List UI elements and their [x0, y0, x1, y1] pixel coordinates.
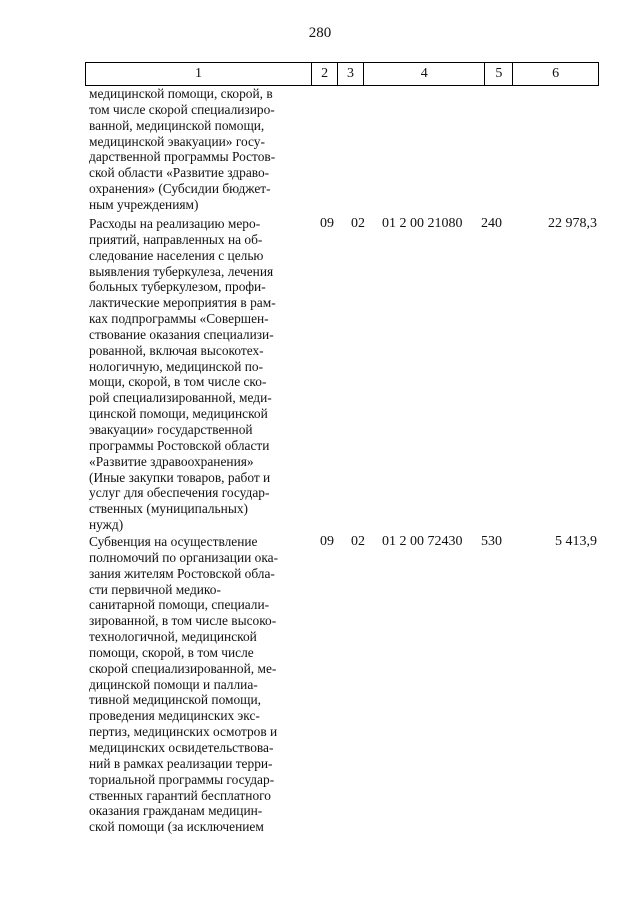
text-line: ствование оказания специализи- [89, 326, 274, 342]
text-line: ской помощи (за исключением [89, 819, 264, 835]
header-col-5: 5 [485, 63, 513, 85]
text-line: помощи, скорой, в том числе [89, 644, 254, 660]
row-col-4: 01 2 00 72430 [382, 534, 463, 549]
text-line: ванной, медицинской помощи, [89, 117, 265, 133]
row-description [89, 534, 307, 835]
text-line: зания жителям Ростовской обла- [89, 565, 275, 581]
row-col-6: 22 978,3 [548, 216, 597, 231]
row-col-2: 09 [320, 534, 334, 549]
text-line: ний в рамках реализации терри- [89, 755, 273, 771]
text-line: ным учреждениям) [89, 196, 199, 212]
text-line: медицинских освидетельствова- [89, 739, 274, 755]
text-line: том числе скорой специализиро- [89, 101, 275, 117]
text-line: Субвенция на осуществление [89, 534, 258, 549]
text-line: охранения» (Субсидии бюджет- [89, 181, 271, 197]
header-col-2: 2 [312, 63, 338, 85]
text-line: услуг для обеспечения государ- [89, 485, 270, 501]
text-line: ках подпрограммы «Совершен- [89, 311, 269, 327]
text-line: ственных гарантий бесплатного [89, 787, 271, 803]
text-line: пертиз, медицинских осмотров и [89, 724, 278, 740]
text-line: больных туберкулезом, профи- [89, 279, 266, 295]
text-line: дарственной программы Ростов- [89, 149, 276, 165]
text-line: приятий, направленных на об- [89, 231, 263, 247]
header-col-6: 6 [552, 66, 560, 81]
text-line: рой специализированной, меди- [89, 390, 272, 406]
text-line: ской области «Развитие здраво- [89, 165, 270, 181]
text-line: лактические мероприятия в рам- [89, 295, 276, 311]
text-line: мощи, скорой, в том числе ско- [89, 374, 267, 390]
text-line: дицинской помощи и паллиа- [89, 676, 258, 692]
row-col-3: 02 [351, 534, 365, 549]
row-col-5: 240 [481, 216, 502, 231]
text-line: цинской помощи, медицинской [89, 406, 268, 422]
row-col-4: 01 2 00 21080 [382, 216, 463, 231]
text-line: программы Ростовской области [89, 437, 270, 453]
row-col-5: 530 [481, 534, 502, 549]
text-line: медицинской эвакуации» госу- [89, 133, 265, 149]
page-number: 280 [308, 25, 332, 41]
text-line: Расходы на реализацию меро- [89, 216, 261, 231]
text-line: проведения медицинских экс- [89, 708, 260, 724]
text-line: рованной, включая высокотех- [89, 342, 264, 358]
text-line: «Развитие здравоохранения» [89, 453, 254, 469]
text-line: полномочий по организации ока- [89, 549, 279, 565]
text-line: выявления туберкулеза, лечения [89, 263, 274, 279]
text-line: эвакуации» государственной [89, 421, 253, 437]
text-line: следование населения с целью [89, 247, 264, 263]
row-col-3: 02 [351, 216, 365, 231]
row-col-2: 09 [320, 216, 334, 231]
row-description [89, 216, 307, 533]
text-line: технологичной, медицинской [89, 629, 257, 645]
text-line: сти первичной медико- [89, 581, 221, 597]
text-line: оказания гражданам медицин- [89, 803, 263, 819]
text-line: нужд) [89, 517, 124, 533]
text-line: нологичную, медицинской по- [89, 358, 264, 374]
text-line: санитарной помощи, специали- [89, 597, 270, 613]
table-header [85, 62, 599, 86]
header-col-4: 4 [364, 63, 486, 85]
text-line: ственных (муниципальных) [89, 501, 248, 517]
text-line: ториальной программы государ- [89, 771, 275, 787]
text-line: скорой специализированной, ме- [89, 660, 277, 676]
row-col-6: 5 413,9 [555, 534, 597, 549]
text-line: медицинской помощи, скорой, в [89, 86, 273, 101]
text-line: (Иные закупки товаров, работ и [89, 469, 271, 485]
text-line: зированной, в том числе высоко- [89, 613, 277, 629]
text-line: тивной медицинской помощи, [89, 692, 262, 708]
row-description [89, 86, 307, 213]
header-col-1: 1 [86, 63, 312, 85]
header-col-3: 3 [338, 63, 364, 85]
